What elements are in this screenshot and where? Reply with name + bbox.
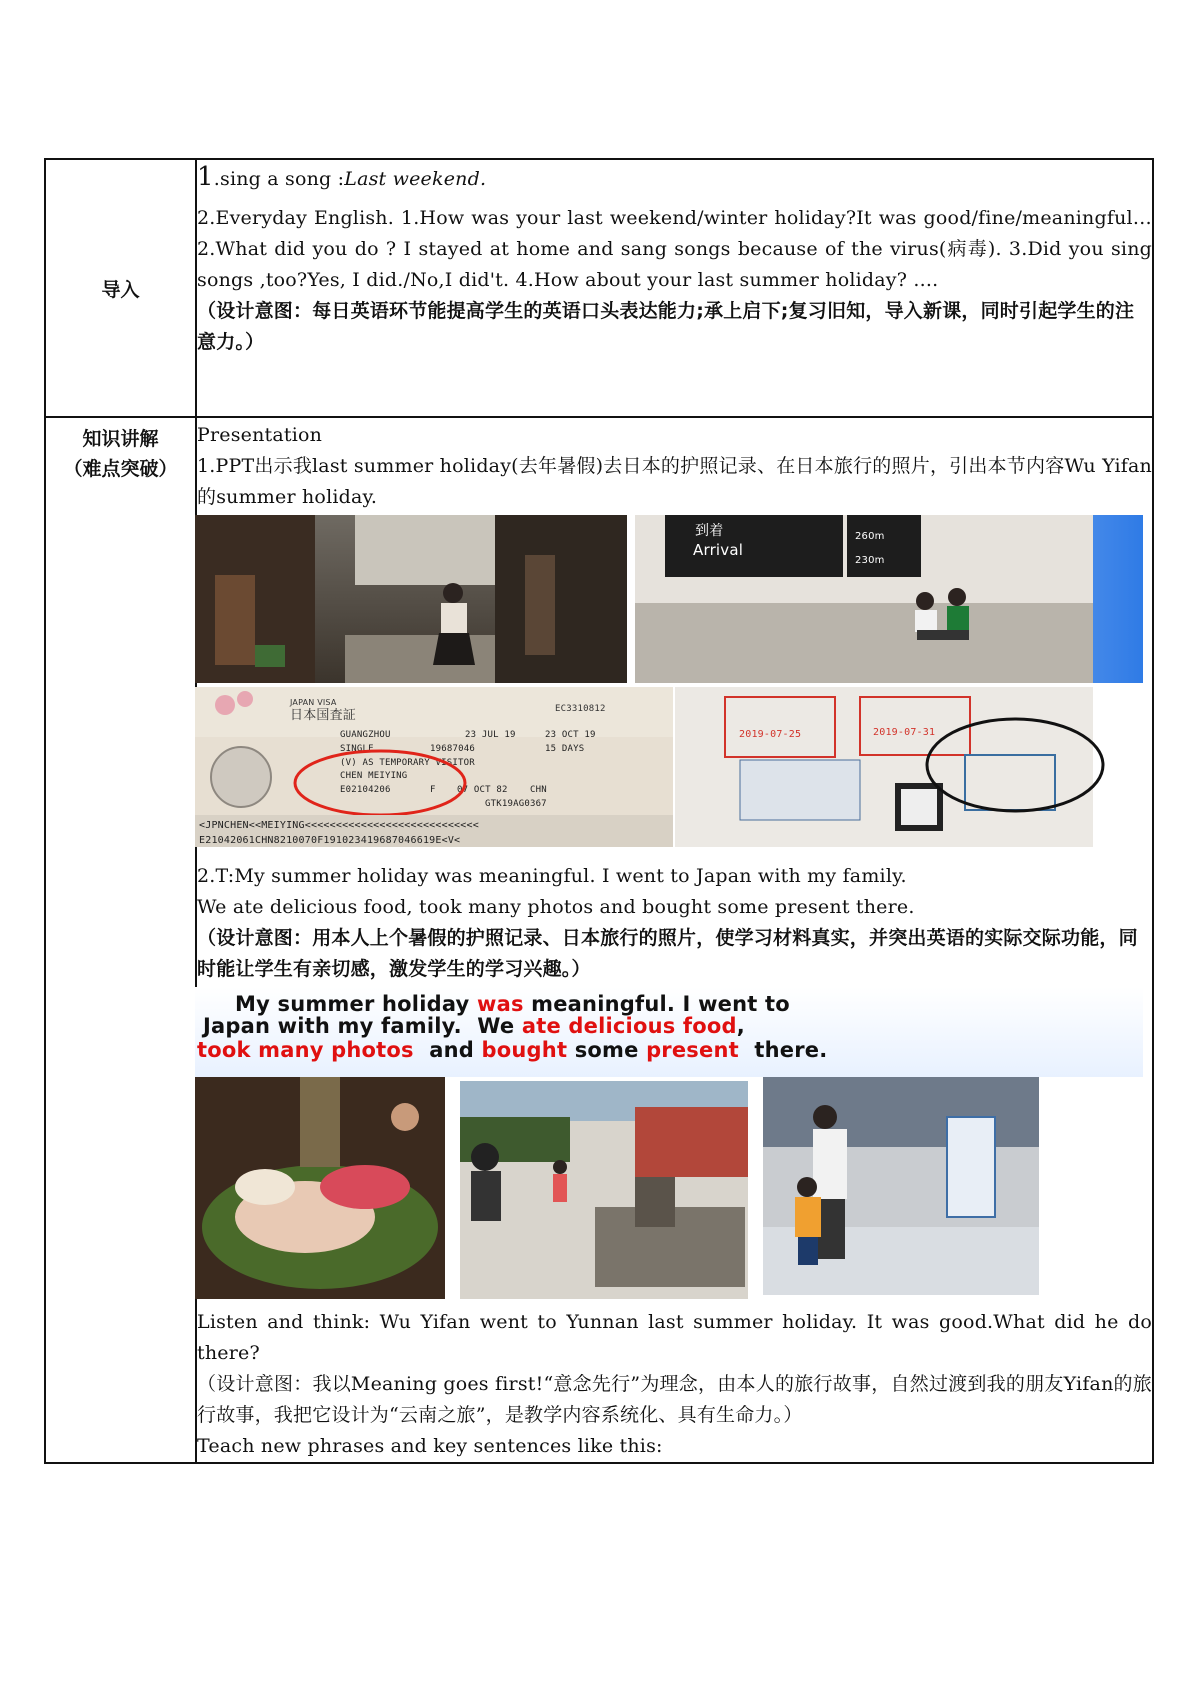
intro-line1 [197,162,1152,195]
arrival-distance-1: 260m [855,531,885,542]
visa-expires: 23 OCT 19 [545,730,596,740]
arrival-sign: Arrival [693,541,744,559]
japan-photos-image [195,515,1143,847]
caption-text: We [477,1014,515,1038]
sashimi-photo [195,1077,445,1299]
caption-text: meaningful. I went to [531,992,790,1016]
caption-text: and [429,1038,475,1062]
presentation-content [196,417,1153,1463]
visa-mrz-1: <JPNCHEN<<MEIYING<<<<<<<<<<<<<<<<<<<<<<<<<<<< [199,820,479,831]
intro-line1-text: .sing a song : [213,168,345,190]
caption-highlight: took many photos [197,1038,414,1062]
presentation-teach: Teach new phrases and key sentences like this: [197,1435,663,1457]
slide-caption-line3 [197,1035,827,1066]
caption-text: My summer holiday [235,992,470,1016]
arrival-distance-2: 230m [855,555,885,566]
japan-photo-collage [195,515,1143,847]
presentation-item2-line2: We ate delicious food, took many photos and bought some present there. [197,896,915,918]
caption-highlight: bought [481,1038,568,1062]
caption-highlight: was [476,992,524,1016]
slide-photos [195,1077,1143,1305]
caption-text: , [736,1014,745,1038]
presentation-label-line2: （难点突破） [63,458,178,480]
store-photo [763,1077,1039,1295]
passport-stamps-photo [675,687,1143,847]
presentation-row [45,417,1153,1463]
caption-text: some [574,1038,639,1062]
visa-city: GUANGZHOU [340,730,391,740]
visa-issued: 23 JUL 19 [465,730,516,740]
presentation-heading: Presentation [197,424,323,446]
caption-highlight: present [646,1038,739,1062]
slide-caption [195,987,1143,1077]
intro-line1-italic: Last weekend. [344,168,487,190]
visa-code: EC3310812 [555,704,606,714]
passport-visa-photo [195,687,673,847]
shrine-photo [460,1081,748,1299]
stamp-date-2: 2019-07-31 [873,727,936,738]
visa-number: 19687046 [430,744,475,754]
visa-passport-number: E02104206 [340,785,391,795]
kyoto-street-photo [195,515,627,683]
stamp-date-1: 2019-07-25 [739,729,802,740]
intro-design-intent: （设计意图：每日英语环节能提高学生的英语口头表达能力;承上启下;复习旧知，导入新课，同时引起学生的注意力。） [197,300,1135,353]
visa-days: 15 DAYS [545,744,585,754]
visa-title-jp: 日本国査証 [290,708,357,723]
caption-text: Japan with my family. [203,1014,462,1038]
presentation-item2-line1: 2.T:My summer holiday was meaningful. I went to Japan with my family. [197,865,907,887]
visa-type: (V) AS TEMPORARY VISITOR [340,758,475,768]
visa-sex: F [430,785,436,795]
intro-row [45,159,1153,417]
arrival-sign-jp: 到着 [695,523,724,539]
intro-label: 导入 [45,159,196,417]
caption-text: there. [754,1038,828,1062]
visa-entries: SINGLE [340,744,374,754]
visa-reference: GTK19AG0367 [485,799,547,809]
intro-line1-number: 1 [197,162,214,192]
intro-everyday-english: 2.Everyday English. 1.How was your last weekend/winter holiday?It was good/fine/meaningful… 2.What did you do ? I stayed at home and sang songs because of the virus(病毒). 3.Did you sing songs ,too?Yes, I did./No,I did't. 4.How about your last summer holiday? .... [197,207,1152,291]
presentation-design-intent: （设计意图：用本人上个暑假的护照记录、日本旅行的照片，使学习材料真实，并突出英语的实际交际功能，同时能让学生有亲切感，激发学生的学习兴趣。） [197,927,1138,980]
visa-nationality: CHN [530,785,547,795]
intro-content [196,159,1153,417]
presentation-label [45,417,196,1463]
visa-birth: 07 OCT 82 [457,785,508,795]
presentation-listen-and-think: Listen and think: Wu Yifan went to Yunnan last summer holiday. It was good.What did he do there? [197,1311,1152,1364]
presentation-label-line1: 知识讲解 [82,428,159,450]
airport-arrival-photo [635,515,1143,683]
presentation-design-intent-2: （设计意图：我以Meaning goes first!“意念先行”为理念，由本人的旅行故事，自然过渡到我的朋友Yifan的旅行故事，我把它设计为“云南之旅”，是教学内容系统化、具有生命力。） [197,1373,1152,1426]
summer-holiday-slide [195,987,1143,1305]
visa-mrz-2: E21042061CHN8210070F191023419687046619E<V< [199,835,461,846]
caption-highlight: ate delicious food [521,1014,737,1038]
presentation-item1: 1.PPT出示我last summer holiday(去年暑假)去日本的护照记录、在日本旅行的照片，引出本节内容Wu Yifan的summer holiday. [197,455,1152,508]
visa-title: JAPAN VISA [290,698,337,707]
lesson-plan-table [44,158,1154,1464]
visa-name: CHEN MEIYING [340,771,408,781]
